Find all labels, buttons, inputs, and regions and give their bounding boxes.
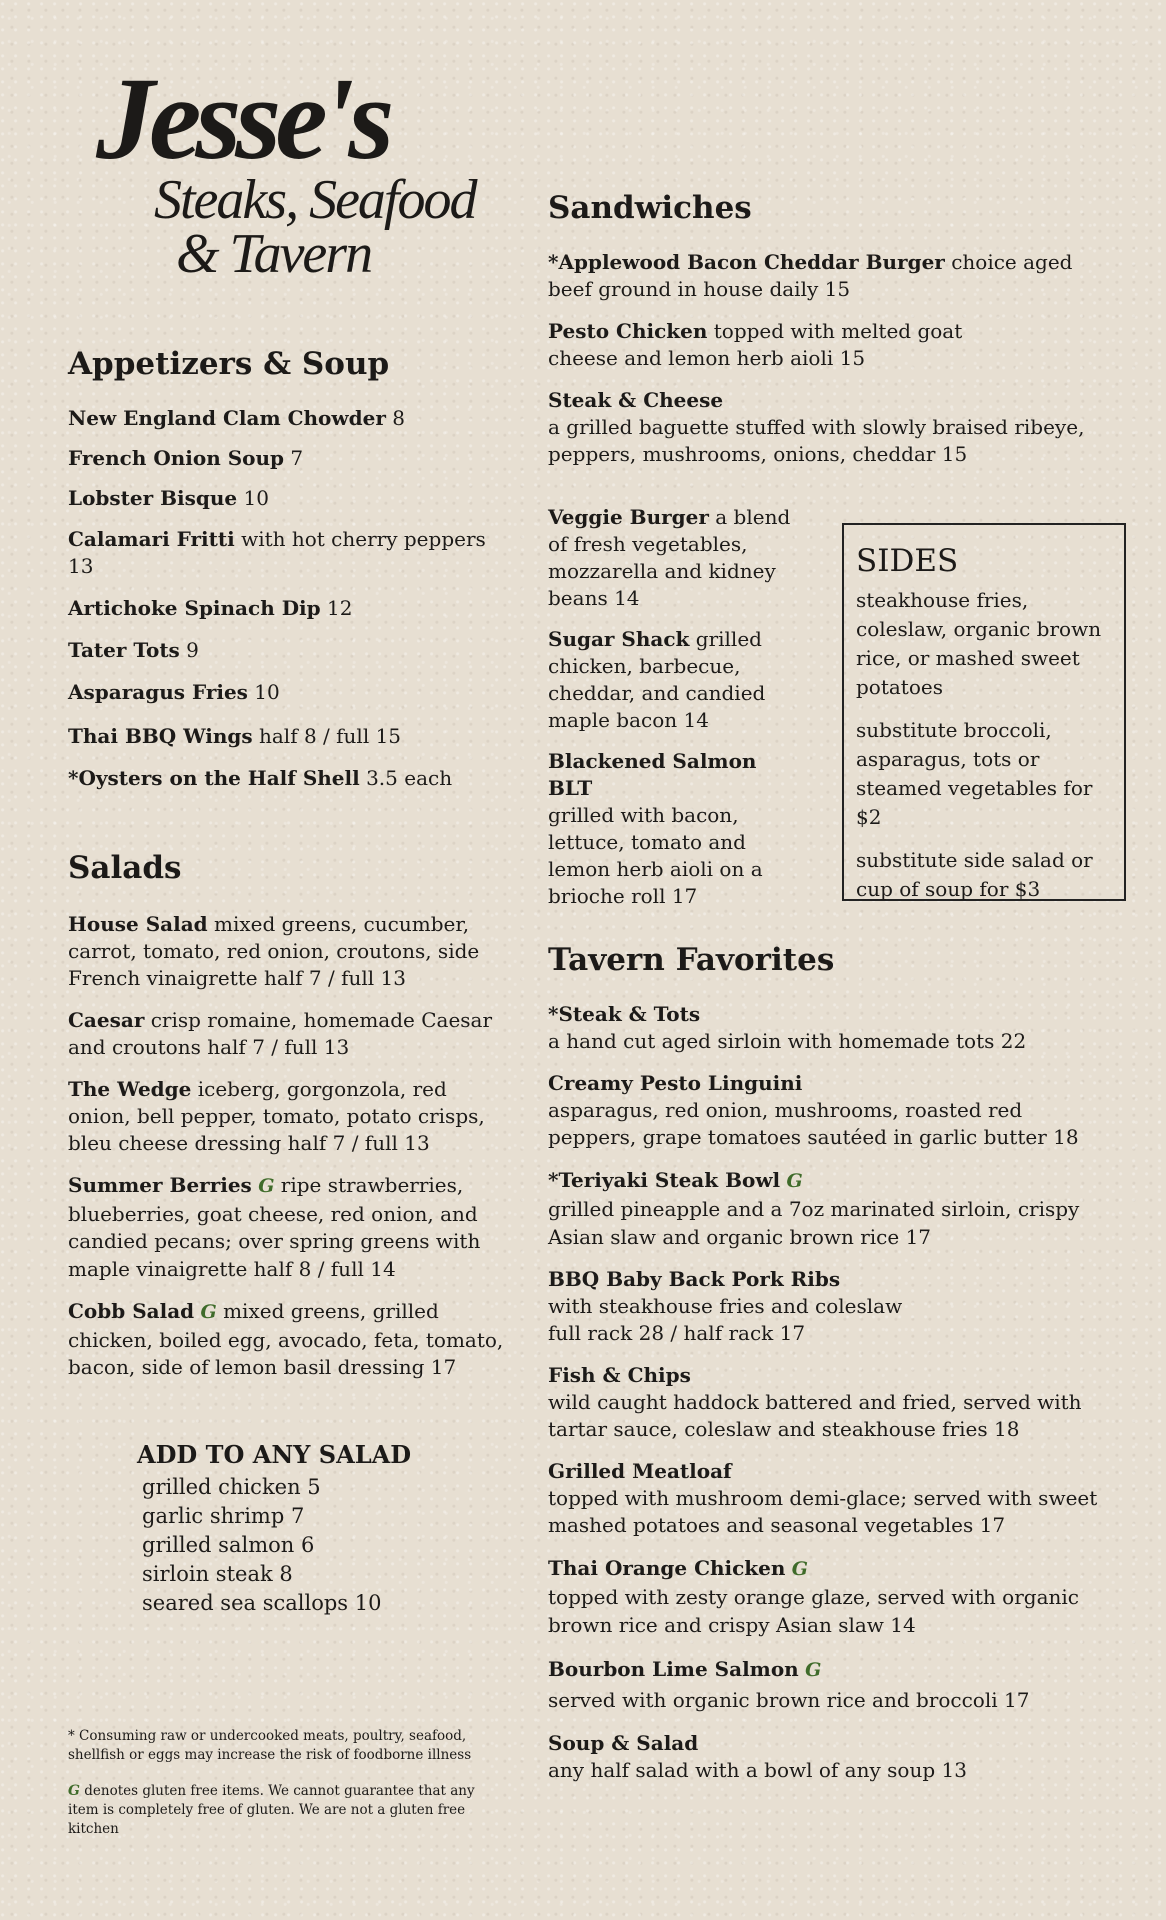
add-on-item: garlic shrimp 7: [142, 1504, 305, 1528]
item-desc: 10: [237, 486, 269, 511]
salads-section: [68, 850, 508, 1382]
item-name: Artichoke Spinach Dip: [68, 596, 321, 621]
menu-item: [68, 723, 508, 750]
add-to-salad-title: ADD TO ANY SALAD: [137, 1440, 412, 1469]
item-desc: grilled with bacon, lettuce, tomato and lemon herb aioli on a brioche roll 17: [548, 803, 763, 908]
menu-item: [68, 485, 508, 512]
item-desc: a hand cut aged sirloin with homemade tots 22: [548, 1029, 1027, 1054]
item-name: Thai Orange Chicken: [548, 1556, 786, 1581]
menu-item: [68, 405, 508, 432]
item-name: Sugar Shack: [548, 627, 690, 651]
menu-item: [68, 1172, 508, 1283]
item-name: Bourbon Lime Salmon: [548, 1657, 799, 1682]
item-desc: any half salad with a bowl of any soup 13: [548, 1758, 967, 1783]
logo-tagline-1: Steaks, Seafood: [154, 169, 476, 231]
item-desc: a grilled baguette stuffed with slowly braised ribeye, peppers, mushrooms, onions, cheddar 15: [548, 415, 1085, 467]
menu-item: [548, 249, 1108, 303]
item-name: Grilled Meatloaf: [548, 1459, 732, 1484]
menu-item: [548, 504, 798, 612]
logo-name: Jesse's: [96, 53, 389, 184]
item-name: Cobb Salad: [68, 1299, 195, 1324]
item-desc: topped with mushroom demi-glace; served with sweet mashed potatoes and seasonal vegetables 17: [548, 1486, 1098, 1538]
item-price: full rack 28 / half rack 17: [548, 1321, 806, 1346]
item-name: *Teriyaki Steak Bowl: [548, 1168, 781, 1193]
sides-box: [842, 523, 1126, 901]
add-on-item: seared sea scallops 10: [142, 1591, 382, 1615]
sandwiches-title: Sandwiches: [548, 190, 752, 226]
add-to-salad-section: [137, 1440, 477, 1618]
item-name: BBQ Baby Back Pork Ribs: [548, 1267, 841, 1292]
item-desc: half 8 / full 15: [252, 724, 402, 749]
menu-item: [548, 387, 1108, 468]
menu-item: [68, 595, 508, 622]
item-name: French Onion Soup: [68, 446, 285, 471]
item-desc: with steakhouse fries and coleslaw: [548, 1294, 903, 1319]
item-name: Summer Berries: [68, 1173, 252, 1198]
menu-item: [548, 748, 798, 910]
item-desc: 7: [284, 446, 304, 471]
item-name: Caesar: [68, 1008, 145, 1033]
item-desc: grilled pineapple and a 7oz marinated sirloin, crispy Asian slaw and organic brown rice 17: [548, 1197, 1080, 1250]
item-name: Tater Tots: [68, 638, 180, 663]
item-name: Steak & Cheese: [548, 388, 724, 413]
menu-item: [548, 1266, 1108, 1347]
gluten-free-note-text: denotes gluten free items. We cannot guarantee that any item is completely free of gluten. We are not a gluten free kitchen: [68, 1783, 475, 1837]
item-name: Blackened Salmon BLT: [548, 749, 757, 800]
item-name: Pesto Chicken: [548, 319, 708, 344]
menu-item: [68, 1076, 508, 1157]
gluten-free-icon: G: [68, 1783, 80, 1799]
item-name: *Applewood Bacon Cheddar Burger: [548, 250, 945, 275]
menu-item: [68, 526, 508, 580]
appetizers-title: Appetizers & Soup: [68, 346, 390, 382]
item-name: Thai BBQ Wings: [68, 724, 253, 749]
item-desc: 3.5 each: [359, 766, 453, 791]
sandwiches-left-column: [548, 504, 798, 910]
menu-item: [68, 765, 508, 792]
logo-tagline-2: & Tavern: [176, 223, 372, 285]
item-desc: 9: [179, 638, 199, 663]
item-desc: crisp romaine, homemade Caesar and croutons half 7 / full 13: [68, 1008, 493, 1060]
salads-title: Salads: [68, 850, 182, 886]
gluten-free-icon: G: [200, 1301, 217, 1324]
item-name: *Oysters on the Half Shell: [68, 766, 360, 791]
menu-item: [68, 679, 508, 706]
item-desc: mixed greens, grilled chicken, boiled egg, avocado, feta, tomato, bacon, side of lemon basil dressing 17: [68, 1299, 504, 1380]
item-desc: ripe strawberries, blueberries, goat cheese, red onion, and candied pecans; over spring greens with maple vinaigrette half 8 / full 14: [68, 1173, 481, 1281]
item-name: New England Clam Chowder: [68, 406, 386, 431]
sandwiches-section: [548, 190, 1108, 483]
item-desc: topped with zesty orange glaze, served with organic brown rice and crispy Asian slaw 14: [548, 1585, 1079, 1638]
menu-item: [68, 1298, 508, 1382]
menu-item: [548, 1554, 1108, 1639]
item-desc: a blend of fresh vegetables, mozzarella and kidney beans 14: [548, 505, 791, 610]
item-name: Asparagus Fries: [68, 680, 248, 705]
item-name: Fish & Chips: [548, 1363, 691, 1388]
item-desc: 10: [247, 680, 280, 705]
menu-item: [548, 1458, 1108, 1539]
gluten-free-icon: G: [258, 1175, 275, 1198]
menu-item: [548, 1070, 1108, 1151]
add-on-item: sirloin steak 8: [142, 1562, 293, 1586]
item-desc: choice aged beef ground in house daily 15: [548, 250, 1073, 302]
menu-item: [68, 911, 508, 992]
sides-options: steakhouse fries, coleslaw, organic brown rice, or mashed sweet potatoes: [856, 588, 1102, 700]
gluten-free-note: [68, 1782, 488, 1839]
gluten-free-icon: G: [791, 1558, 809, 1581]
menu-item: [548, 1730, 1108, 1784]
item-desc: wild caught haddock battered and fried, served with tartar sauce, coleslaw and steakhouse fries 18: [548, 1390, 1082, 1442]
tavern-title: Tavern Favorites: [548, 942, 835, 978]
gluten-free-icon: G: [786, 1170, 803, 1193]
item-desc: asparagus, red onion, mushrooms, roasted red peppers, grape tomatoes sautéed in garlic butter 18: [548, 1098, 1079, 1150]
raw-food-warning: * Consuming raw or undercooked meats, poultry, seafood, shellfish or eggs may increase the risk of foodborne illness: [68, 1728, 472, 1763]
sides-title: SIDES: [856, 543, 959, 579]
menu-item: [548, 318, 1038, 372]
restaurant-logo: [96, 53, 496, 300]
item-desc: topped with melted goat cheese and lemon herb aioli 15: [548, 319, 963, 371]
item-desc: iceberg, gorgonzola, red onion, bell pepper, tomato, potato crisps, bleu cheese dressing half 7 / full 13: [68, 1077, 485, 1156]
sides-substitute-salad: substitute side salad or cup of soup for $3: [856, 848, 1093, 902]
tavern-favorites-section: [548, 942, 1108, 1784]
item-desc: mixed greens, cucumber, carrot, tomato, red onion, croutons, side French vinaigrette half 7 / full 13: [68, 912, 480, 991]
item-name: Soup & Salad: [548, 1731, 699, 1756]
menu-item: [68, 445, 508, 472]
item-desc: served with organic brown rice and broccoli 17: [548, 1688, 1030, 1713]
menu-item: [68, 1007, 508, 1061]
item-name: Lobster Bisque: [68, 486, 238, 511]
menu-item: [548, 1654, 1108, 1715]
menu-item: [548, 1362, 1108, 1443]
menu-item: [548, 1001, 1108, 1055]
add-on-item: grilled salmon 6: [142, 1533, 315, 1557]
add-on-item: grilled chicken 5: [142, 1475, 321, 1499]
item-name: The Wedge: [68, 1077, 192, 1102]
item-name: House Salad: [68, 912, 208, 937]
item-desc: with hot cherry peppers 13: [68, 527, 486, 579]
menu-item: [68, 637, 508, 664]
item-desc: grilled chicken, barbecue, cheddar, and candied maple bacon 14: [548, 627, 766, 732]
item-desc: 8: [385, 406, 405, 431]
item-desc: 12: [320, 596, 353, 621]
item-name: Calamari Fritti: [68, 527, 235, 552]
sides-substitute-veg: substitute broccoli, asparagus, tots or steamed vegetables for $2: [856, 718, 1093, 830]
menu-item: [548, 626, 798, 734]
item-name: Veggie Burger: [548, 505, 709, 529]
appetizers-section: [68, 346, 508, 792]
gluten-free-icon: G: [805, 1659, 822, 1682]
item-name: *Steak & Tots: [548, 1002, 701, 1027]
item-name: Creamy Pesto Linguini: [548, 1071, 803, 1096]
menu-item: [548, 1166, 1108, 1251]
